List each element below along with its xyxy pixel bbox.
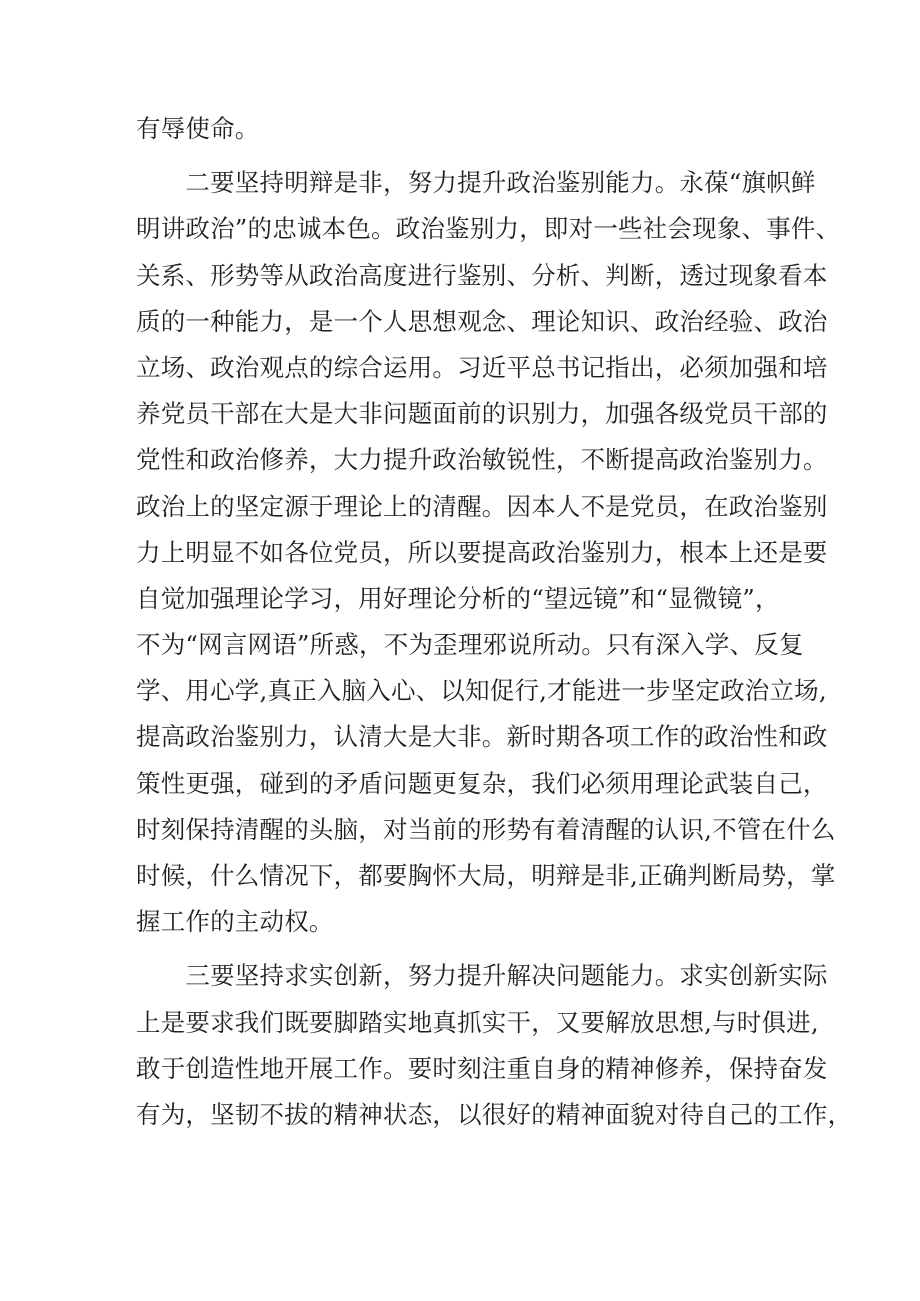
paragraph-gap [136, 152, 796, 160]
text-line-7: 养党员干部在大是大非问题面前的识别力，加强各级党员干部的 [136, 399, 828, 429]
text-line-12: 不为“网言网语”所惑，不为歪理邪说所动。只有深入学、反复 [136, 630, 804, 660]
text-line-2: 二要坚持明辩是非，努力提升政治鉴别能力。永葆“旗帜鲜 [136, 168, 816, 198]
paragraph-gap [136, 945, 796, 953]
text-line-21: 敢于创造性地开展工作。要时刻注重自身的精神修养，保持奋发 [136, 1053, 828, 1083]
text-line-11: 自觉加强理论学习，用好理论分析的“望远镜”和“显微镜”， [136, 583, 780, 613]
text-line-1: 有辱使命。 [136, 114, 260, 143]
text-line-20: 上是要求我们既要脚踏实地真抓实干，又要解放思想,与时俱进, [136, 1007, 819, 1037]
text-line-13: 学、用心学,真正入脑入心、以知促行,才能进一步坚定政治立场, [136, 676, 827, 706]
text-line-22: 有为，坚韧不拔的精神状态，以很好的精神面貌对待自己的工作， [136, 1099, 853, 1129]
text-line-15: 策性更强，碰到的矛盾问题更复杂，我们必须用理论武装自己， [136, 768, 828, 798]
text-line-9: 政治上的坚定源于理论上的清醒。因本人不是党员，在政治鉴别 [136, 491, 828, 521]
text-line-8: 党性和政治修养，大力提升政治敏锐性，不断提高政治鉴别力。 [136, 445, 828, 475]
text-line-10: 力上明显不如各位党员，所以要提高政治鉴别力，根本上还是要 [136, 537, 828, 567]
text-line-18: 握工作的主动权。 [136, 907, 334, 937]
text-line-4: 关系、形势等从政治高度进行鉴别、分析、判断，透过现象看本 [136, 260, 828, 290]
text-line-16: 时刻保持清醒的头脑，对当前的形势有着清醒的认识,不管在什么 [136, 814, 836, 844]
document-body [136, 106, 853, 1138]
text-line-3: 明讲政治”的忠诚本色。政治鉴别力，即对一些社会现象、事件、 [136, 214, 841, 244]
text-line-19: 三要坚持求实创新，努力提升解决问题能力。求实创新实际 [136, 961, 828, 991]
text-line-17: 时候，什么情况下，都要胸怀大局，明辩是非,正确判断局势，掌 [136, 861, 836, 890]
text-line-14: 提高政治鉴别力，认清大是大非。新时期各项工作的政治性和政 [136, 722, 828, 752]
text-line-6: 立场、政治观点的综合运用。习近平总书记指出，必须加强和培 [136, 352, 828, 382]
text-line-5: 质的一种能力，是一个人思想观念、理论知识、政治经验、政治 [136, 306, 828, 336]
